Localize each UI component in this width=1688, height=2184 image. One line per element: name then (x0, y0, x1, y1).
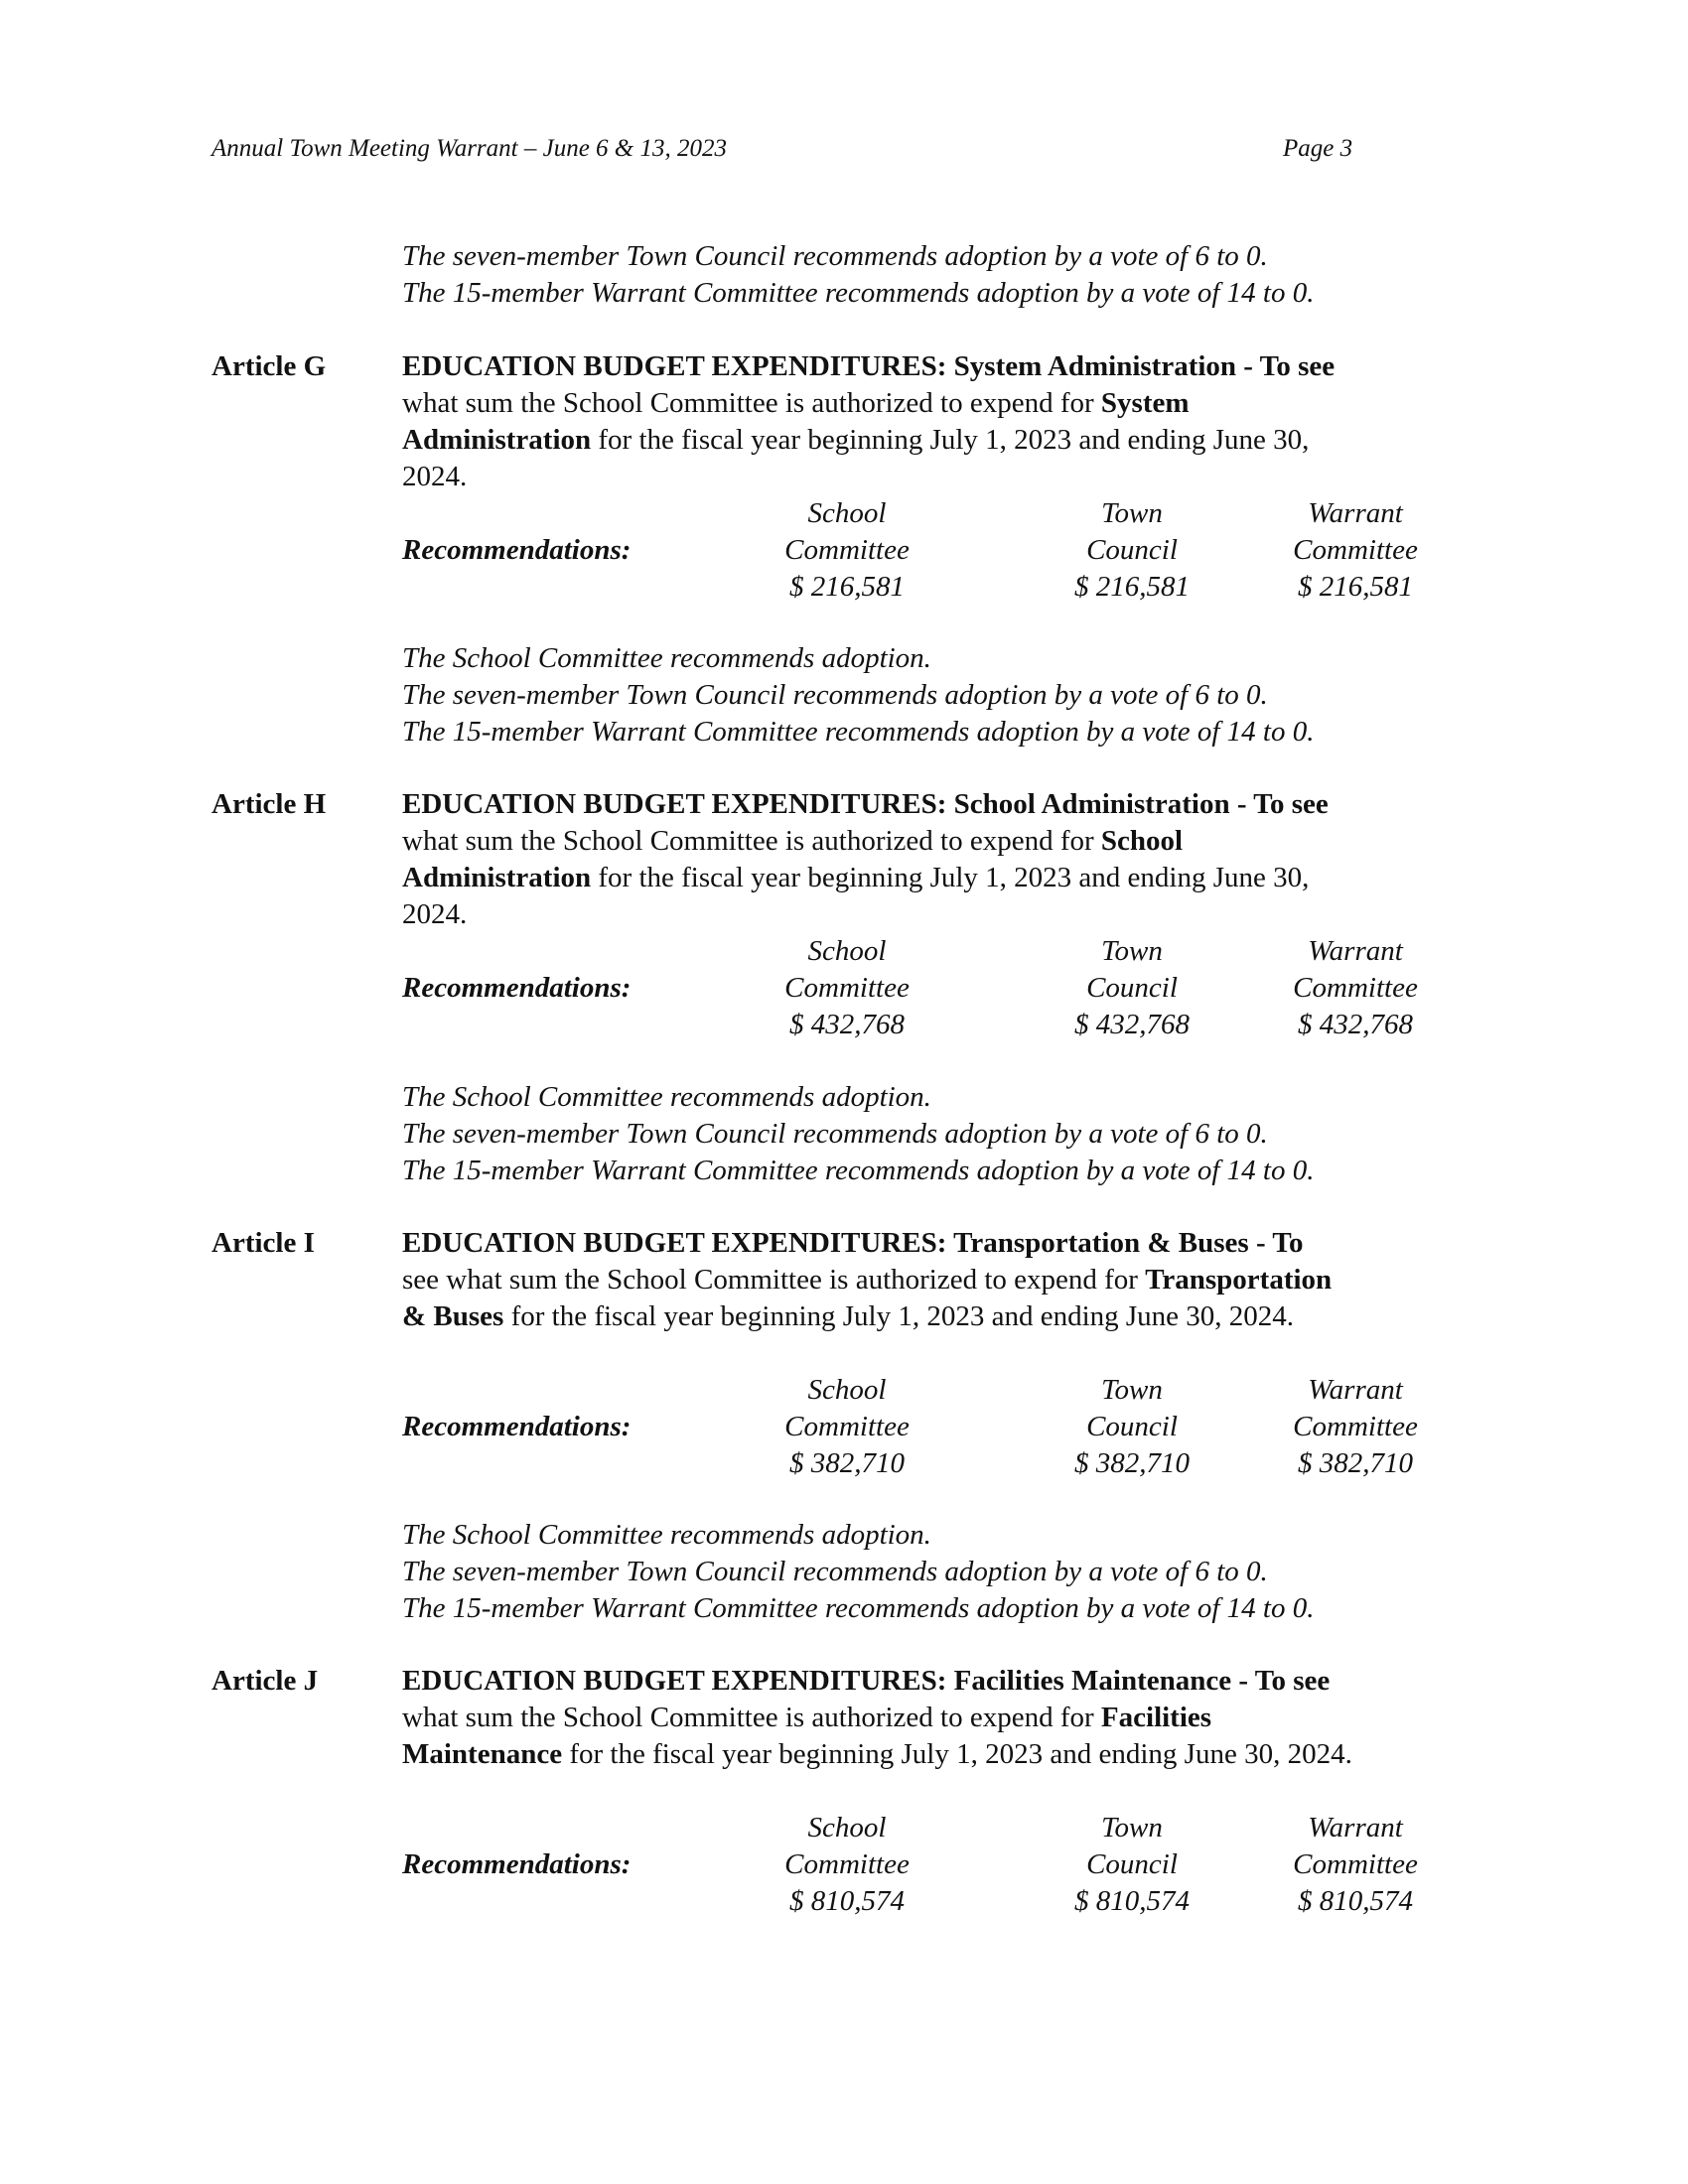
amount: $ 810,574 (1074, 1885, 1190, 1917)
article-body-line: for the fiscal year beginning July 1, 2023 and ending June 30, (591, 862, 1310, 893)
article-heading: EDUCATION BUDGET EXPENDITURES: Transportation & Buses (402, 1227, 1249, 1259)
article-label: Article G (211, 350, 327, 382)
note-line: The 15-member Warrant Committee recommends adoption by a vote of 14 to 0. (402, 1155, 1315, 1186)
article-body-line: for the fiscal year beginning July 1, 2023 and ending June 30, 2024. (562, 1738, 1352, 1770)
article-bold-term: Maintenance (402, 1738, 563, 1770)
amount: $ 432,768 (1074, 1009, 1190, 1040)
amount: $ 810,574 (1298, 1885, 1413, 1917)
article-body-line: see what sum the School Committee is authorized to expend for (402, 1264, 1146, 1296)
article-text (402, 786, 1455, 933)
note-line: The seven-member Town Council recommends adoption by a vote of 6 to 0. (402, 679, 1268, 711)
recommendations-label: Recommendations: (402, 1848, 632, 1880)
amount: $ 810,574 (789, 1885, 905, 1917)
document-header-title: Annual Town Meeting Warrant – June 6 & 13, 2023 (211, 135, 727, 162)
amount: $ 216,581 (1298, 571, 1413, 603)
article-label: Article J (211, 1665, 319, 1697)
article-heading-dash: - To (1248, 1227, 1304, 1259)
col-school-committee: School Committee $ 216,581 (748, 495, 946, 606)
amount: $ 382,710 (789, 1447, 905, 1479)
col-warrant-committee: Warrant Committee $ 432,768 (1256, 933, 1455, 1043)
col-warrant-committee: Warrant Committee $ 810,574 (1256, 1810, 1455, 1920)
article-bold-term: Administration (402, 424, 592, 456)
amount: $ 216,581 (1074, 571, 1190, 603)
note-line: The School Committee recommends adoption. (402, 642, 931, 674)
col-warrant-committee: Warrant Committee $ 382,710 (1256, 1372, 1455, 1482)
recommendations-label: Recommendations: (402, 972, 632, 1004)
col-town-council: Town Council $ 432,768 (1033, 933, 1231, 1043)
article-label: Article H (211, 788, 327, 820)
article-text (402, 348, 1455, 495)
col-school-committee: School Committee $ 382,710 (748, 1372, 946, 1482)
article-body-line: 2024. (402, 461, 468, 492)
article-bold-term: System (1100, 387, 1190, 419)
amount: $ 432,768 (789, 1009, 905, 1040)
amount: $ 382,710 (1074, 1447, 1190, 1479)
page-number: Page 3 (1283, 135, 1353, 162)
article-heading: EDUCATION BUDGET EXPENDITURES: System Administration (402, 350, 1237, 382)
article-bold-term: Administration (402, 862, 592, 893)
article-bold-term: & Buses (402, 1300, 504, 1332)
col-town-council: Town Council $ 810,574 (1033, 1810, 1231, 1920)
note-line: The School Committee recommends adoption. (402, 1519, 931, 1551)
note-line: The seven-member Town Council recommends adoption by a vote of 6 to 0. (402, 1118, 1268, 1150)
article-body-line: what sum the School Committee is authorized to expend for (402, 1702, 1101, 1733)
article-body-line: what sum the School Committee is authorized to expend for (402, 825, 1101, 857)
note-line: The School Committee recommends adoption. (402, 1081, 931, 1113)
article-body-line: for the fiscal year beginning July 1, 2023 and ending June 30, (591, 424, 1310, 456)
article-heading: EDUCATION BUDGET EXPENDITURES: Facilities Maintenance (402, 1665, 1232, 1697)
note-line: The seven-member Town Council recommends adoption by a vote of 6 to 0. (402, 1556, 1268, 1587)
article-text (402, 1663, 1455, 1773)
note-line: The 15-member Warrant Committee recommends adoption by a vote of 14 to 0. (402, 1592, 1315, 1624)
col-warrant-committee: Warrant Committee $ 216,581 (1256, 495, 1455, 606)
note-line: The 15-member Warrant Committee recommends adoption by a vote of 14 to 0. (402, 277, 1315, 309)
col-town-council: Town Council $ 382,710 (1033, 1372, 1231, 1482)
recommendations-label: Recommendations: (402, 1411, 632, 1442)
article-heading-dash: - To see (1236, 350, 1336, 382)
article-text (402, 1225, 1455, 1335)
recommendations-label: Recommendations: (402, 534, 632, 566)
col-town-council: Town Council $ 216,581 (1033, 495, 1231, 606)
note-line: The 15-member Warrant Committee recommends adoption by a vote of 14 to 0. (402, 716, 1315, 748)
note-line: The seven-member Town Council recommends adoption by a vote of 6 to 0. (402, 240, 1268, 272)
col-school-committee: School Committee $ 810,574 (748, 1810, 946, 1920)
article-heading-dash: - To see (1229, 788, 1329, 820)
amount: $ 432,768 (1298, 1009, 1413, 1040)
article-bold-term: Transportation (1145, 1264, 1333, 1296)
amount: $ 216,581 (789, 571, 905, 603)
col-school-committee: School Committee $ 432,768 (748, 933, 946, 1043)
article-body-line: 2024. (402, 898, 468, 930)
article-bold-term: Facilities (1100, 1702, 1212, 1733)
article-bold-term: School (1100, 825, 1184, 857)
amount: $ 382,710 (1298, 1447, 1413, 1479)
article-body-line: for the fiscal year beginning July 1, 2023 and ending June 30, 2024. (503, 1300, 1295, 1332)
article-heading: EDUCATION BUDGET EXPENDITURES: School Administration (402, 788, 1230, 820)
article-body-line: what sum the School Committee is authorized to expend for (402, 387, 1101, 419)
article-label: Article I (211, 1227, 315, 1259)
article-heading-dash: - To see (1231, 1665, 1331, 1697)
